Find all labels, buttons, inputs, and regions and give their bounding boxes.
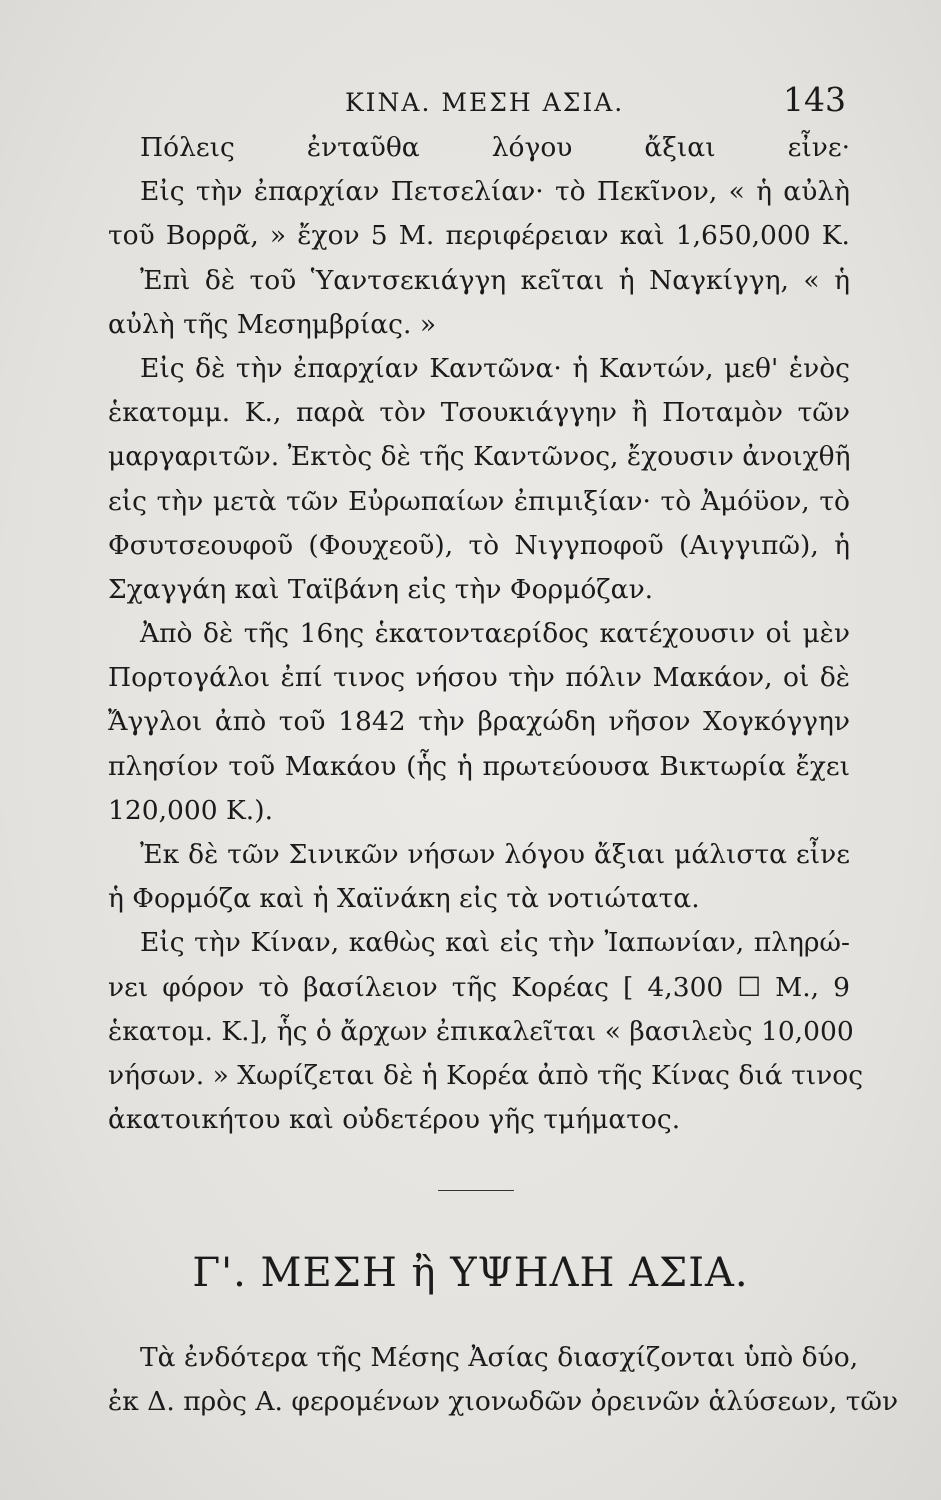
page-header [100,80,846,124]
running-head: ΚΙΝΑ. ΜΕΣΗ ΑΣΙΑ. [345,88,625,117]
text-line: εἰς τὴν μετὰ τῶν Εὐρωπαίων ἐπιμιξίαν· τὸ Ἀμόϋον, τὸ [108,485,850,517]
text-line: πλησίον τοῦ Μακάου (ἧς ἡ πρωτεύουσα Βικτωρία ἔχει [108,750,850,782]
text-line: Τὰ ἐνδότερα τῆς Μέσης Ἀσίας διασχίζονται ὑπὸ δύο, [140,1342,859,1373]
text-line: Ἐκ δὲ τῶν Σινικῶν νήσων λόγου ἄξιαι μάλιστα εἶνε [140,839,850,870]
text-line: Πόλεις ἐνταῦθα λόγου ἄξιαι εἶνε· [140,132,850,163]
text-line: Σχαγγάη καὶ Ταϊβάνη εἰς τὴν Φορμόζαν. [108,573,654,605]
body-text [108,126,864,1142]
section-text [108,1336,899,1424]
text-line: Ἀπὸ δὲ τῆς 16ης ἑκατονταερίδος κατέχουσιν οἱ μὲν [140,618,850,650]
text-line: 120,000 Κ.). [108,794,273,826]
text-line: τοῦ Βορρᾶ, » ἔχον 5 Μ. περιφέρειαν καὶ 1,650,000 Κ. [108,220,850,252]
text-line: Εἰς τὴν Κίναν, καθὼς καὶ εἰς τὴν Ἰαπωνίαν, πληρώ- [140,927,850,959]
text-line: μαργαριτῶν. Ἐκτὸς δὲ τῆς Καντῶνος, ἔχουσιν ἀνοιχθῆ [108,441,851,473]
text-line: νήσων. » Χωρίζεται δὲ ἡ Κορέα ἀπὸ τῆς Κίνας διά τινος [108,1059,864,1091]
text-line: αὐλὴ τῆς Μεσημβρίας. » [108,308,437,340]
text-line: Εἰς δὲ τὴν ἐπαρχίαν Καντῶνα· ἡ Καντών, μεθ' ἑνὸς [140,352,850,384]
text-line: ἡ Φορμόζα καὶ ἡ Χαϊνάκη εἰς τὰ νοτιώτατα. [108,883,700,915]
page-number: 143 [783,80,846,119]
section-heading: Γ'. ΜΕΣΗ ἢ ΥΨΗΛΗ ΑΣΙΑ. [192,1250,749,1296]
text-line: ἀκατοικήτου καὶ οὐδετέρου γῆς τμήματος. [108,1104,681,1136]
text-line: Εἰς τὴν ἐπαρχίαν Πετσελίαν· τὸ Πεκῖνον, « ἡ αὐλὴ [140,176,850,208]
text-line: ἑκατομμ. Κ., παρὰ τὸν Τσουκιάγγην ἢ Ποταμὸν τῶν [108,397,850,429]
text-line: ἑκατομ. Κ.], ἧς ὁ ἄρχων ἐπικαλεῖται « βασιλεὺς 10,000 [108,1015,854,1047]
text-line: Ἐπὶ δὲ τοῦ Ὑαντσεκιάγγη κεῖται ἡ Ναγκίγγη, « ἡ [140,264,850,296]
text-line: Φσυτσεουφοῦ (Φουχεοῦ), τὸ Νιγγποφοῦ (Αιγγιπῶ), ἡ [108,529,850,561]
text-line: ἐκ Δ. πρὸς Α. φερομένων χιονωδῶν ὀρεινῶν ἁλύσεων, τῶν [108,1386,899,1418]
text-line: Ἄγγλοι ἀπὸ τοῦ 1842 τὴν βραχώδη νῆσον Χογκόγγην [108,706,850,738]
text-line: Πορτογάλοι ἐπί τινος νήσου τὴν πόλιν Μακάον, οἱ δὲ [108,662,850,694]
text-line: νει φόρον τὸ βασίλειον τῆς Κορέας [ 4,300 ☐ Μ., 9 [108,971,850,1003]
section-divider [438,1190,514,1191]
